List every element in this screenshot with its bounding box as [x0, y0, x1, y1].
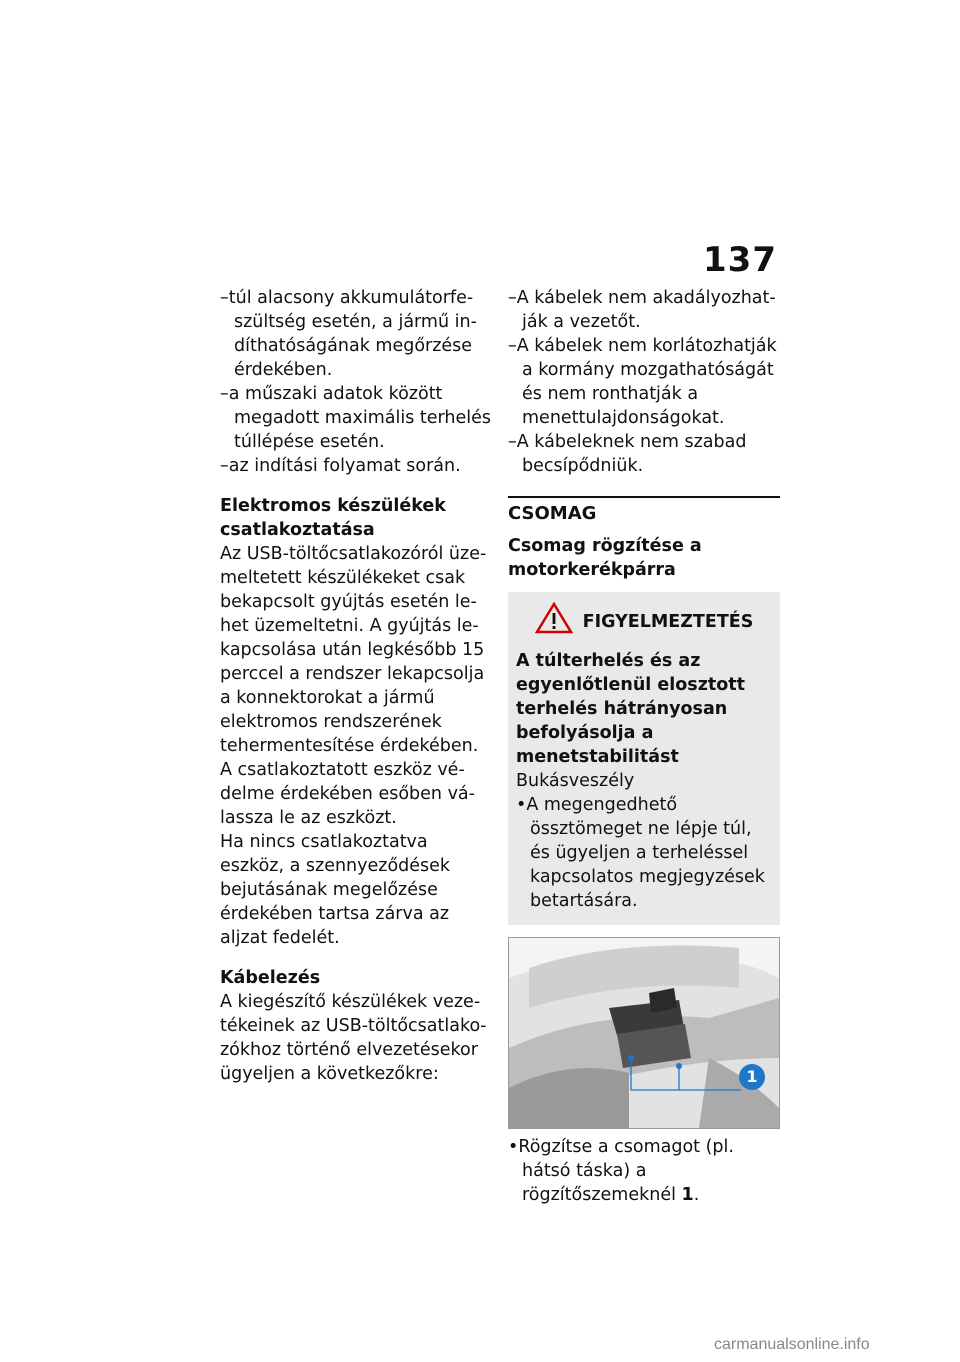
section-heading: Kábelezés: [220, 968, 321, 988]
page-number: 137: [703, 240, 777, 280]
warning-risk: Bukásveszély: [516, 771, 635, 791]
watermark: carmanualsonline.info: [714, 1336, 870, 1353]
left-column: [220, 286, 492, 1086]
paragraph: A kiegészítő készülékek vezetékeinek az USB-töltőcsatlakozókhoz történő elvezetésekor ügyeljen a következőkre:: [220, 992, 487, 1084]
warning-triangle-icon: [535, 602, 573, 641]
list-item: –A kábeleknek nem szabad becsípődniük.: [508, 432, 747, 476]
list-item: –túl alacsony akkumulátorfeszültség esetén, a jármű indíthatóságának megőrzése érdekében.: [220, 288, 477, 380]
warning-title: A túlterhelés és az egyenlőtlenül elosztott terhelés hátrányosan befolyásolja a menetstabilitást: [516, 651, 746, 767]
section-heading: Elektromos készülékek csatlakoztatása: [220, 496, 446, 540]
warning-header: [516, 602, 772, 641]
warning-bullet: •A megengedhető össztömeget ne lépje túl, és ügyeljen a terheléssel kapcsolatos megjegyzések betartására.: [516, 795, 765, 911]
list-item: •Rögzítse a csomagot (pl. hátsó táska) a rögzítőszemeknél 1.: [508, 1137, 734, 1205]
callout-1: 1: [739, 1064, 765, 1090]
paragraph: A csatlakoztatott eszköz védelme érdekében esőben válassza le az eszközt.: [220, 760, 475, 828]
chapter-title: CSOMAG: [508, 496, 780, 526]
right-column: [508, 286, 780, 1207]
package-mount-illustration: [508, 937, 780, 1129]
list-item: –A kábelek nem akadályozhatják a vezetőt.: [508, 288, 776, 332]
paragraph: Ha nincs csatlakoztatva eszköz, a szennyeződések bejutásának megelőzése érdekében tartsa zárva az aljzat fedelét.: [220, 832, 451, 948]
list-item: –az indítási folyamat során.: [220, 456, 461, 476]
warning-label: FIGYELMEZTETÉS: [582, 611, 754, 632]
warning-box: [508, 592, 780, 925]
list-item: –a műszaki adatok között megadott maximális terhelés túllépése esetén.: [220, 384, 492, 452]
reference-number: 1: [681, 1185, 694, 1205]
paragraph: Az USB-töltőcsatlakozóról üzemeltetett készülékeket csak bekapcsolt gyújtás esetén lehet üzemeltetni. A gyújtás lekapcsolása után legkésőbb 15 perccel a rendszer lekapcsolja a konnektorokat a jármű elektromos rendszerének tehermentesítése érdekében.: [220, 544, 487, 756]
list-item: –A kábelek nem korlátozhatják a kormány mozgathatóságát és nem ronthatják a menettulajdonságokat.: [508, 336, 777, 428]
section-heading: Csomag rögzítése a motorkerékpárra: [508, 536, 702, 580]
